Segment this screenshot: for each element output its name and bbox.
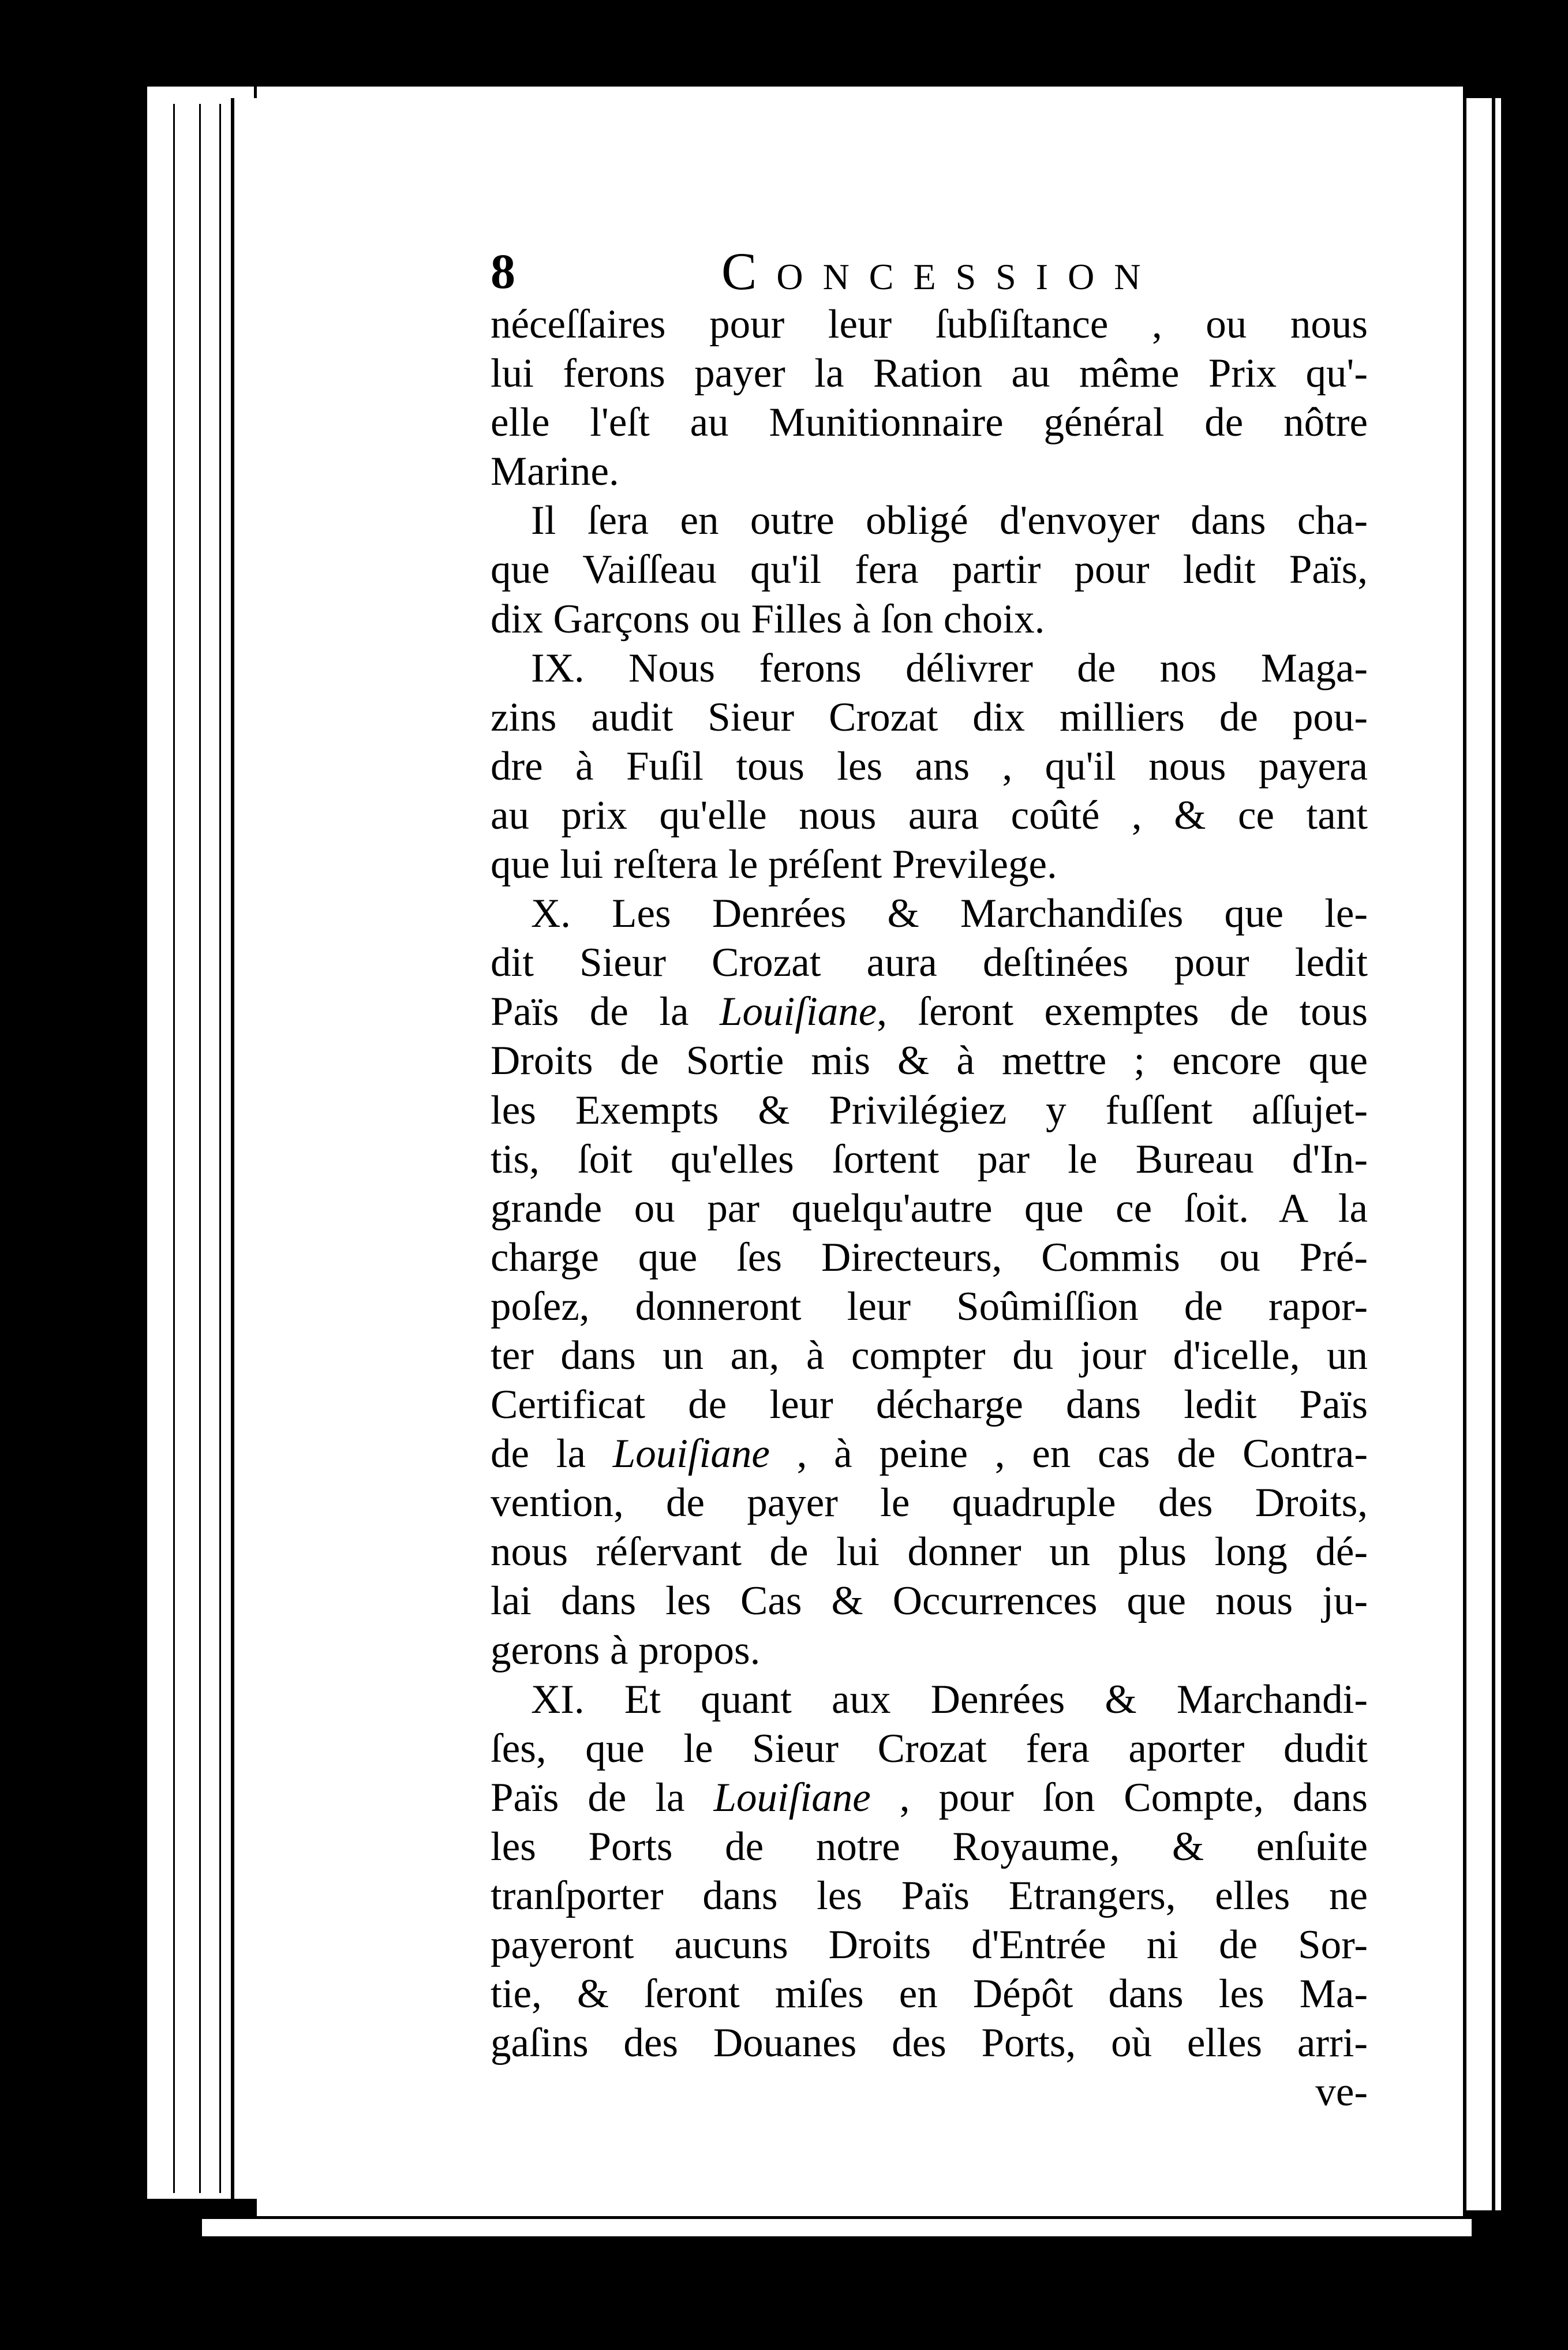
text-line: tis, ſoit qu'elles ſortent par le Bureau d'In- xyxy=(491,1136,1368,1182)
text-line: gaſins des Douanes des Ports, où elles arri- xyxy=(491,2020,1368,2066)
place-name: Louiſiane xyxy=(612,1431,770,1477)
text-line: Certificat de leur décharge dans ledit Païs xyxy=(491,1382,1368,1428)
right-page-edge xyxy=(1463,98,1501,2210)
text-line: néceſſaires pour leur ſubſiſtance , ou nous xyxy=(491,302,1368,347)
text-line: grande ou par quelqu'autre que ce ſoit. A la xyxy=(491,1185,1368,1231)
running-title: Concession xyxy=(721,242,1161,301)
page-edge-line xyxy=(173,104,175,2193)
text-line: zins audit Sieur Crozat dix milliers de pou- xyxy=(491,694,1368,740)
place-name: Louiſiane xyxy=(720,989,877,1035)
text-line: XI. Et quant aux Denrées & Marchandi- xyxy=(531,1677,1368,1722)
text-line: dre à Fuſil tous les ans , qu'il nous payera xyxy=(491,743,1368,789)
text-line: Marine. xyxy=(491,449,619,495)
text-line: ſes, que le Sieur Crozat fera aporter dudit xyxy=(491,1726,1368,1771)
text-line: de la Louiſiane , à peine , en cas de Contra- xyxy=(491,1431,1368,1477)
text-line: gerons à propos. xyxy=(491,1627,761,1673)
text-line: tie, & ſeront miſes en Dépôt dans les Ma- xyxy=(491,1971,1368,2017)
text-line: charge que ſes Directeurs, Commis ou Pré- xyxy=(491,1234,1368,1280)
text-line: dit Sieur Crozat aura deſtinées pour ledit xyxy=(491,940,1368,986)
text-line: tranſporter dans les Païs Etrangers, elles ne xyxy=(491,1873,1368,1918)
bottom-page-edge xyxy=(202,2216,1472,2236)
text-line: que lui reſtera le préſent Previlege. xyxy=(491,842,1057,888)
text-line: Droits de Sortie mis & à mettre ; encore que xyxy=(491,1038,1368,1084)
catchword: ve- xyxy=(1315,2070,1368,2115)
text-line: vention, de payer le quadruple des Droits, xyxy=(491,1480,1368,1526)
text-line: que Vaiſſeau qu'il fera partir pour ledit Païs, xyxy=(491,547,1368,593)
text-line: ter dans un an, à compter du jour d'icelle, un xyxy=(491,1333,1368,1378)
text-line: les Exempts & Privilégiez y fuſſent aſſujet- xyxy=(491,1087,1368,1133)
text-line: les Ports de notre Royaume, & enſuite xyxy=(491,1824,1368,1869)
page-header xyxy=(491,240,1374,309)
page-edge-line xyxy=(219,104,221,2193)
place-name: Louiſiane xyxy=(713,1775,871,1820)
text-line: nous réſervant de lui donner un plus long dé- xyxy=(491,1529,1368,1575)
text-line: lui ferons payer la Ration au même Prix qu'- xyxy=(491,351,1368,396)
text-line: Païs de la Louiſiane , pour ſon Compte, dans xyxy=(491,1775,1368,1820)
text-line: IX. Nous ferons délivrer de nos Maga- xyxy=(531,645,1368,691)
page-edge-line xyxy=(199,104,201,2193)
body-text xyxy=(491,300,1368,2117)
text-line: lai dans les Cas & Occurrences que nous ju- xyxy=(491,1578,1368,1624)
text-line: dix Garçons ou Filles à ſon choix. xyxy=(491,596,1045,642)
text-line: Il ſera en outre obligé d'envoyer dans cha- xyxy=(531,498,1368,544)
text-line: poſez, donneront leur Soûmiſſion de rapor- xyxy=(491,1283,1368,1329)
text-line: payeront aucuns Droits d'Entrée ni de Sor- xyxy=(491,1922,1368,1968)
text-line: Païs de la Louiſiane, ſeront exemptes de tous xyxy=(491,989,1368,1035)
text-line: au prix qu'elle nous aura coûté , & ce tant xyxy=(491,792,1368,838)
text-line: elle l'eſt au Munitionnaire général de nôtre xyxy=(491,400,1368,446)
text-line: X. Les Denrées & Marchandiſes que le- xyxy=(531,891,1368,937)
page-number: 8 xyxy=(491,244,515,299)
